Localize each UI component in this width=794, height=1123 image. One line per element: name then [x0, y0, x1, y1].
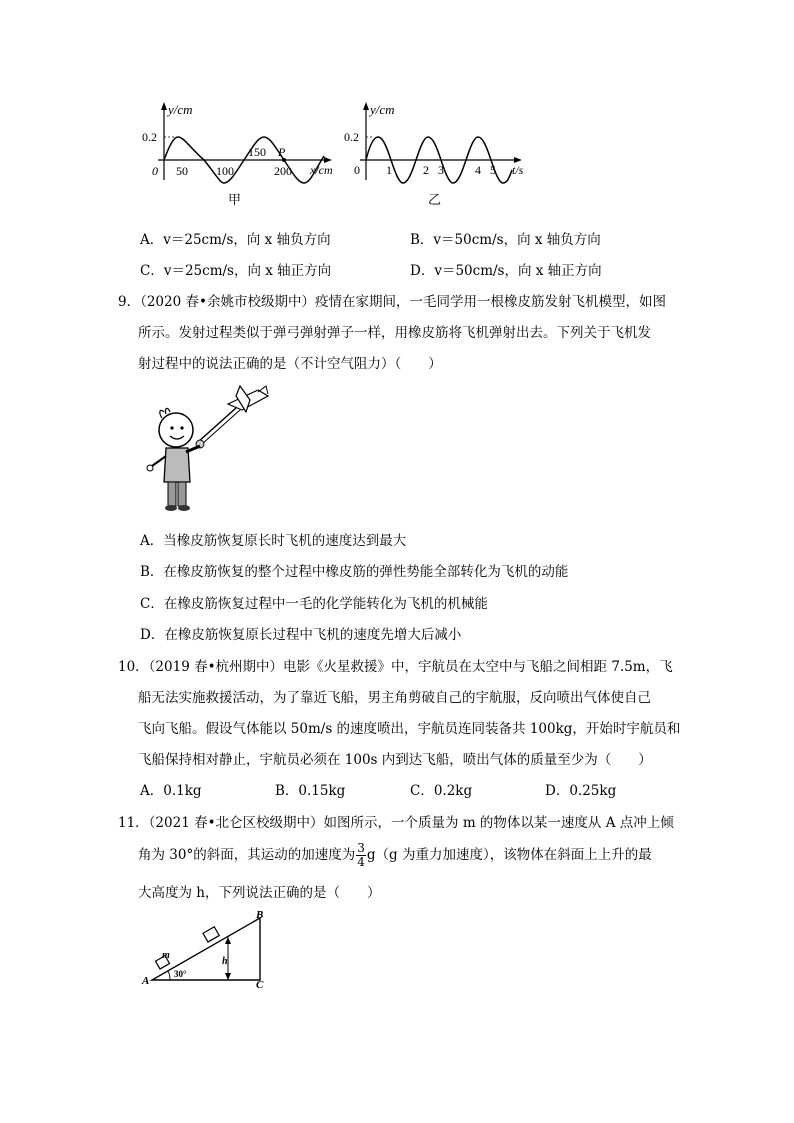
q10-option-d[interactable]: D．0.25kg	[545, 783, 617, 799]
q9-option-d[interactable]: D．在橡皮筋恢复原长过程中飞机的速度先增大后减小	[140, 627, 462, 643]
yi-y-tick: 0.2	[344, 130, 359, 144]
yi-caption: 乙	[428, 192, 442, 207]
incline-label-m: m	[162, 950, 170, 961]
yi-t-tick-3: 3	[438, 163, 444, 177]
jia-origin: 0	[152, 164, 158, 178]
wave-graph-jia	[140, 100, 350, 210]
rubber-band-plane-illustration	[140, 382, 280, 517]
yi-t-tick-4: 4	[475, 163, 481, 177]
jia-x-tick-50: 50	[176, 164, 188, 178]
jia-point-p: P	[278, 145, 286, 159]
jia-y-tick: 0.2	[142, 130, 157, 144]
q9-stem-line-2: 所示。发射过程类似于弹弓弹射弹子一样，用橡皮筋将飞机弹射出去。下列关于飞机发	[138, 325, 651, 341]
q10-option-b[interactable]: B．0.15kg	[275, 783, 346, 799]
incline-figure	[138, 910, 278, 988]
q9-stem-line-1: 9．（2020 春•余姚市校级期中）疫情在家期间，一毛同学用一根橡皮筋发射飞机模型，如图	[118, 294, 666, 310]
jia-x-label: x/cm	[310, 163, 333, 177]
q8-option-a[interactable]: A．v＝25cm/s，向 x 轴负方向	[140, 232, 331, 248]
jia-y-label: y/cm	[168, 102, 193, 117]
incline-label-c: C	[256, 979, 264, 988]
q10-option-c[interactable]: C．0.2kg	[410, 783, 473, 799]
incline-label-h: h	[222, 956, 228, 967]
fraction-three-quarters	[356, 842, 366, 869]
q11-line2-pre: 角为 30°的斜面，其运动的加速度为	[138, 847, 356, 863]
fraction-denominator: 4	[357, 855, 365, 869]
q8-option-c[interactable]: C．v＝25cm/s，向 x 轴正方向	[140, 263, 332, 279]
yi-origin: 0	[354, 163, 360, 177]
fraction-numerator: 3	[357, 841, 365, 855]
q11-stem-line-1: 11．（2021 春•北仑区校级期中）如图所示，一个质量为 m 的物体以某一速度从 A 点冲上倾	[118, 815, 674, 831]
q10-stem-line-3: 飞向飞船。假设气体能以 50m/s 的速度喷出，宇航员连同装备共 100kg，开始时宇航员和	[138, 721, 681, 737]
q8-option-d[interactable]: D．v＝50cm/s，向 x 轴正方向	[410, 263, 602, 279]
jia-x-tick-200: 200	[274, 164, 292, 178]
yi-t-tick-1: 1	[386, 163, 392, 177]
q10-option-a[interactable]: A．0.1kg	[140, 783, 202, 799]
q9-stem-line-3: 射过程中的说法正确的是（不计空气阻力）（ ）	[138, 356, 442, 372]
incline-label-a: A	[142, 975, 150, 987]
q9-option-b[interactable]: B．在橡皮筋恢复的整个过程中橡皮筋的弹性势能全部转化为飞机的动能	[140, 564, 569, 580]
q10-stem-line-2: 船无法实施救援活动，为了靠近飞船，男主角剪破自己的宇航服，反向喷出气体使自己	[138, 690, 651, 706]
q9-option-a[interactable]: A．当橡皮筋恢复原长时飞机的速度达到最大	[140, 533, 407, 549]
q11-stem-line-2	[138, 842, 652, 869]
yi-t-tick-2: 2	[423, 163, 429, 177]
jia-x-tick-150: 150	[248, 145, 266, 159]
yi-t-label: t/s	[512, 163, 524, 177]
q11-line2-post: g（g 为重力加速度），该物体在斜面上上升的最	[366, 847, 652, 863]
yi-t-tick-5: 5	[490, 163, 496, 177]
q10-stem-line-4: 飞船保持相对静止，宇航员必须在 100s 内到达飞船，喷出气体的质量至少为（ ）	[138, 752, 652, 768]
wave-graph-yi	[340, 100, 540, 210]
q11-stem-line-3: 大高度为 h，下列说法正确的是（ ）	[138, 885, 381, 901]
q9-option-c[interactable]: C．在橡皮筋恢复过程中一毛的化学能转化为飞机的机械能	[140, 596, 488, 612]
q8-option-b[interactable]: B．v＝50cm/s，向 x 轴负方向	[410, 232, 601, 248]
q10-stem-line-1: 10．（2019 春•杭州期中）电影《火星救援》中，宇航员在太空中与飞船之间相距 7.5m，飞	[118, 659, 673, 675]
incline-label-b: B	[256, 910, 264, 921]
incline-label-angle: 30°	[174, 969, 187, 979]
yi-y-label: y/cm	[370, 102, 395, 117]
jia-x-tick-100: 100	[216, 164, 234, 178]
jia-caption: 甲	[228, 192, 242, 207]
